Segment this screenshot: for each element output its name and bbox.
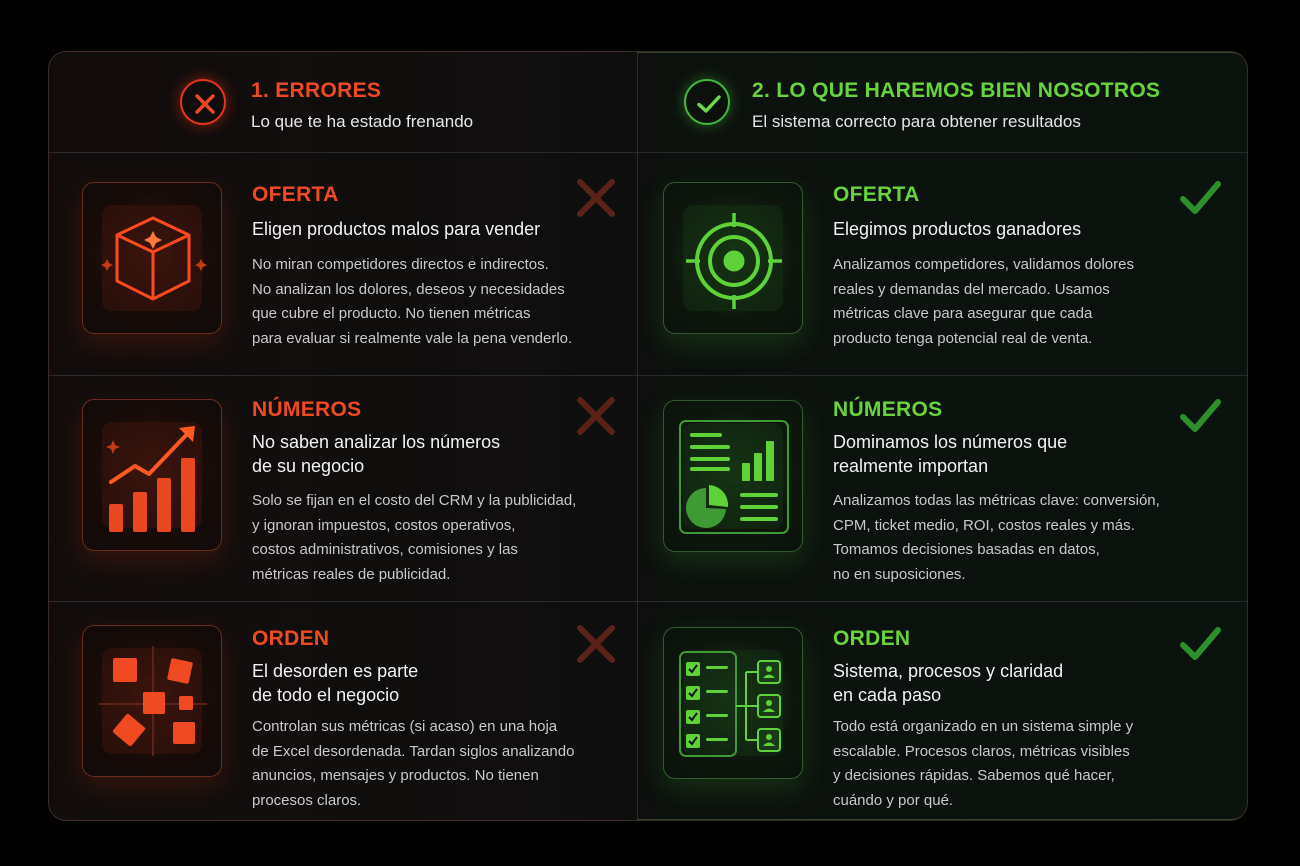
comparison-panel (48, 51, 1248, 821)
scattered-blocks-icon (82, 625, 222, 777)
row-headline: Eligen productos malos para vender (252, 219, 541, 239)
column-divider (637, 52, 638, 820)
row-title: ORDEN (833, 627, 911, 650)
row-title: ORDEN (252, 627, 330, 650)
row-divider (49, 375, 1247, 376)
check-mark-icon (1178, 176, 1222, 220)
row-headline: Elegimos productos ganadores (833, 219, 1082, 239)
row-headline: Sistema, procesos y claridad en cada paso (833, 661, 1064, 705)
target-icon (663, 182, 803, 334)
row-divider (49, 152, 1247, 153)
row-title: NÚMEROS (252, 398, 362, 421)
checklist-flow-icon (663, 627, 803, 779)
row-headline: No saben analizar los números de su negocio (252, 432, 501, 476)
success-header-subtitle: El sistema correcto para obtener resultados (752, 112, 1081, 131)
x-mark-icon (574, 622, 618, 666)
x-circle-icon (180, 79, 226, 125)
cube-icon (82, 182, 222, 334)
row-description: Solo se fijan en el costo del CRM y la publicidad, y ignoran impuestos, costos operativos, costos administrativos, comisiones y las métricas reales de publicidad. (252, 492, 577, 583)
row-headline: Dominamos los números que realmente importan (833, 432, 1068, 476)
row-title: OFERTA (833, 183, 920, 206)
row-title: NÚMEROS (833, 398, 943, 421)
row-headline: El desorden es parte de todo el negocio (252, 661, 419, 705)
row-description: No miran competidores directos e indirectos. No analizan los dolores, deseos y necesidades que cubre el producto. No tienen métricas para evaluar si realmente vale la pena venderlo. (252, 256, 573, 347)
row-divider (49, 601, 1247, 602)
row-description: Todo está organizado en un sistema simple y escalable. Procesos claros, métricas visibles y decisiones rápidas. Sabemos qué hacer, cuándo y por qué. (833, 718, 1134, 809)
x-mark-icon (574, 176, 618, 220)
success-header-title: 2. LO QUE HAREMOS BIEN NOSOTROS (752, 79, 1161, 102)
check-circle-icon (684, 79, 730, 125)
row-description: Controlan sus métricas (si acaso) en una hoja de Excel desordenada. Tardan siglos analizando anuncios, mensajes y productos. No tienen procesos claros. (252, 718, 575, 809)
dashboard-report-icon (663, 400, 803, 552)
x-mark-icon (574, 394, 618, 438)
check-mark-icon (1178, 622, 1222, 666)
row-description: Analizamos todas las métricas clave: conversión, CPM, ticket medio, ROI, costos reales y más. Tomamos decisiones basadas en datos, no en suposiciones. (833, 492, 1160, 583)
errors-header-title: 1. ERRORES (251, 79, 382, 102)
errors-header-subtitle: Lo que te ha estado frenando (251, 112, 474, 131)
bar-chart-growth-icon (82, 399, 222, 551)
check-mark-icon (1178, 394, 1222, 438)
row-title: OFERTA (252, 183, 339, 206)
row-description: Analizamos competidores, validamos dolores reales y demandas del mercado. Usamos métricas clave para asegurar que cada producto tenga potencial real de venta. (833, 256, 1134, 347)
